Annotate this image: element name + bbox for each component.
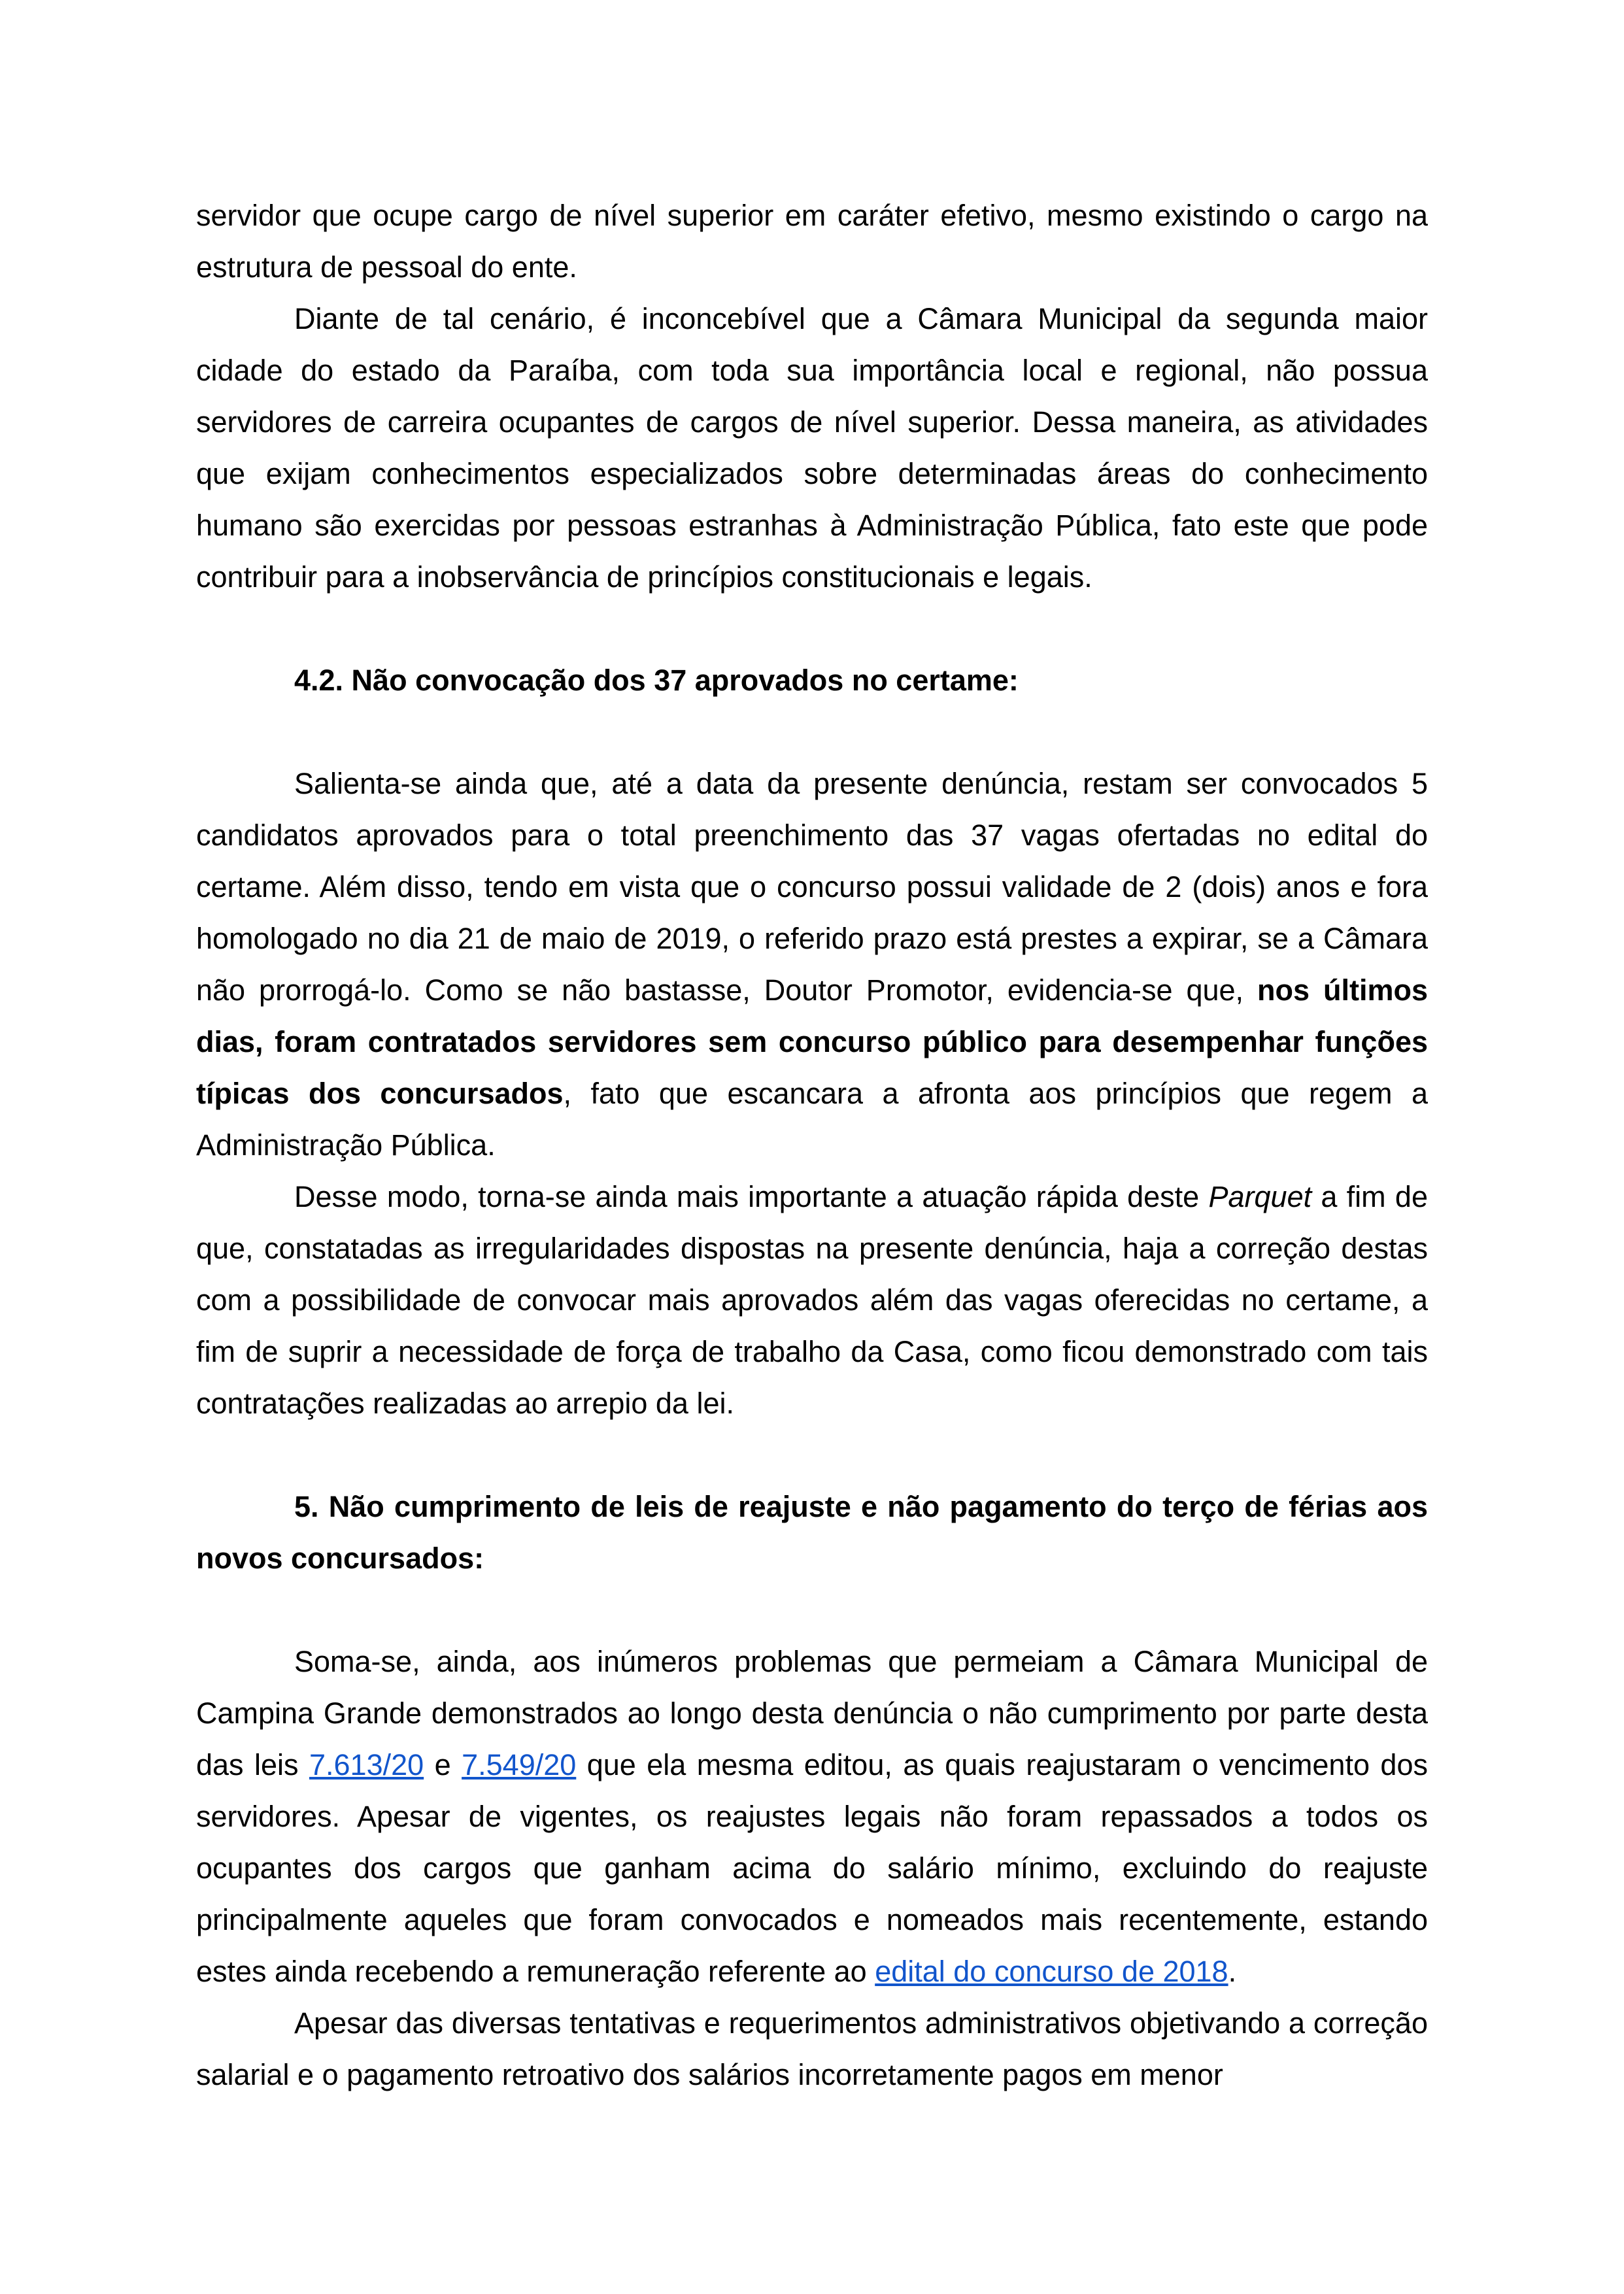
paragraph-attempts: Apesar das diversas tentativas e requerimentos administrativos objetivando a correção salarial e o pagamento retroativo dos salários incorretamente pagos em menor [196,2006,1428,2091]
paragraph-text: Salienta-se ainda que, até a data da presente denúncia, restam ser convocados 5 candidatos aprovados para o total preenchimento das 37 vagas ofertadas no edital do certame. Além disso, tendo em vista que o concurso possui validade de 2 (dois) anos e fora homologado no dia 21 de maio de 2019, o referido prazo está prestes a expirar, se a Câmara não prorrogá-lo. Como se não bastasse, Doutor Promotor, evidencia-se que, [196,767,1428,1007]
paragraph-text: . [1228,1955,1237,1988]
paragraph-convocation [196,758,1428,1171]
paragraph-text: Desse modo, torna-se ainda mais importante a atuação rápida deste [294,1180,1209,1213]
spacer [196,706,1428,758]
document-body [196,190,1428,2100]
paragraph-readjustment [196,1636,1428,1997]
paragraph-continuation: servidor que ocupe cargo de nível superior em caráter efetivo, mesmo existindo o cargo na estrutura de pessoal do ente. [196,199,1428,284]
spacer [196,603,1428,654]
law-7613-link[interactable]: 7.613/20 [309,1748,424,1781]
paragraph-text: e [424,1748,462,1781]
section-heading-4-2: 4.2. Não convocação dos 37 aprovados no certame: [294,664,1019,697]
bold-emphasis: nos últimos dias, foram contratados servidores sem concurso público para desempenhar funções típicas dos concursados [196,973,1428,1110]
paragraph-text: que ela mesma editou, as quais reajustaram o vencimento dos servidores. Apesar de vigentes, os reajustes legais não foram repassados a todos os ocupantes dos cargos que ganham acima do salário mínimo, excluindo do reajuste principalmente aqueles que foram convocados e nomeados mais recentemente, estando estes ainda recebendo a remuneração referente ao [196,1748,1428,1988]
paragraph-text: Soma-se, ainda, aos inúmeros problemas que permeiam a Câmara Municipal de Campina Grande demonstrados ao longo desta denúncia o não cumprimento por parte desta das leis [196,1645,1428,1781]
law-7549-link[interactable]: 7.549/20 [462,1748,577,1781]
paragraph-parquet [196,1171,1428,1429]
spacer [196,1584,1428,1636]
edital-2018-link[interactable]: edital do concurso de 2018 [875,1955,1228,1988]
section-heading-5: 5. Não cumprimento de leis de reajuste e não pagamento do terço de férias aos novos concursados: [196,1490,1428,1575]
spacer [196,1429,1428,1481]
paragraph-scenario: Diante de tal cenário, é inconcebível que a Câmara Municipal da segunda maior cidade do estado da Paraíba, com toda sua importância local e regional, não possua servidores de carreira ocupantes de cargos de nível superior. Dessa maneira, as atividades que exijam conhecimentos especializados sobre determinadas áreas do conhecimento humano são exercidas por pessoas estranhas à Administração Pública, fato este que pode contribuir para a inobservância de princípios constitucionais e legais. [196,302,1428,594]
paragraph-text: , fato que escancara a afronta aos princípios que regem a Administração Pública. [196,1077,1428,1162]
italic-term: Parquet [1208,1180,1312,1213]
paragraph-text: a fim de que, constatadas as irregularidades dispostas na presente denúncia, haja a correção destas com a possibilidade de convocar mais aprovados além das vagas oferecidas no certame, a fim de suprir a necessidade de força de trabalho da Casa, como ficou demonstrado com tais contratações realizadas ao arrepio da lei. [196,1180,1428,1420]
